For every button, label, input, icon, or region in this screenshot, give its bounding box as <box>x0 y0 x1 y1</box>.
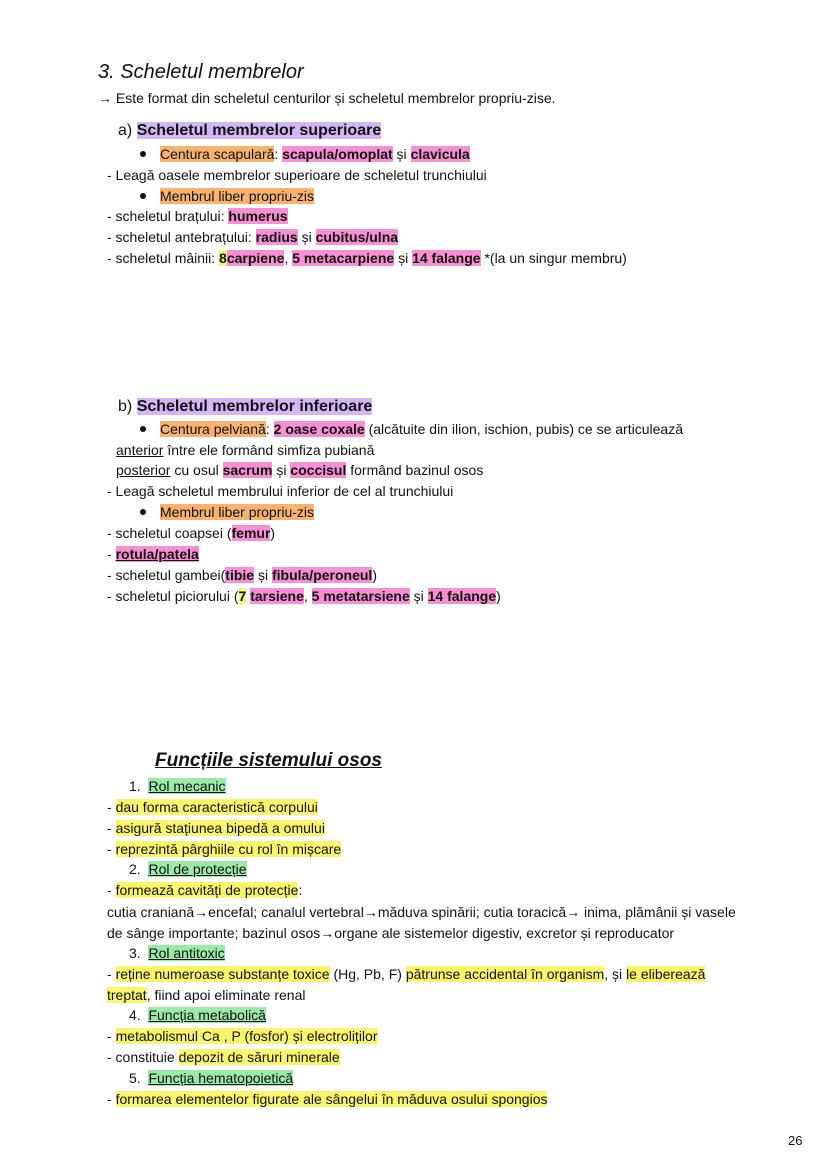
fibula-term: fibula/peroneul <box>271 567 373 583</box>
f2-title: Rol de protecție <box>148 861 247 877</box>
lower-centura-line: Centura pelviană: 2 oase coxale (alcătuite din ilion, ischion, pubis) ce se articulează <box>140 420 683 438</box>
f3-title: Rol antitoxic <box>148 945 225 961</box>
scapula-term: scapula/omoplat <box>282 146 393 162</box>
functions-title: Funcțiile sistemului osos <box>155 750 382 771</box>
falange-upper-term: 14 falange <box>412 250 481 266</box>
cubitus-term: cubitus/ulna <box>315 229 399 245</box>
upper-membrul-line <box>140 187 314 205</box>
count-8: 8 <box>219 250 227 266</box>
lower-anterior-line: anterior între ele formând simfiza pubiană <box>116 442 375 458</box>
page-number: 26 <box>788 1133 803 1148</box>
upper-heading <box>118 121 381 141</box>
posterior-term: posterior <box>116 462 171 478</box>
lower-picior-line: - scheletul piciorului (7 tarsiene, 5 metatarsiene și 14 falange) <box>107 588 501 604</box>
f3-heading: 3. Rol antitoxic <box>129 945 225 961</box>
membrul-liber-upper: Membrul liber propriu-zis <box>160 188 315 204</box>
f1-title: Rol mecanic <box>148 778 226 794</box>
upper-antebrat-line: - scheletul antebrațului: radius și cubitus/ulna <box>107 229 399 245</box>
f1-item: - dau forma caracteristică corpului <box>107 799 318 815</box>
lower-rotula-line: - rotula/patela <box>107 546 199 562</box>
bullet-icon <box>140 509 146 515</box>
tarsiene-term: tarsiene <box>250 588 304 604</box>
count-7: 7 <box>238 588 247 604</box>
f2-line2: de sânge importante; bazinul osos→organe ale sistemelor digestiv, excretor și reproducator <box>107 925 675 941</box>
humerus-term: humerus <box>228 208 288 224</box>
lower-leaga: - Leagă scheletul membrului inferior de cel al trunchiului <box>107 483 454 499</box>
lower-membrul-line <box>140 503 314 521</box>
f4-item: - metabolismul Ca , P (fosfor) și electroliților <box>107 1028 378 1044</box>
upper-leaga: - Leagă oasele membrelor superioare de scheletul trunchiului <box>107 167 487 183</box>
centura-pelviana: Centura pelviană <box>160 421 266 437</box>
lower-title: Scheletul membrelor inferioare <box>136 398 373 415</box>
sacrum-term: sacrum <box>222 462 273 478</box>
upper-prefix: a) <box>118 122 133 139</box>
radius-term: radius <box>255 229 298 245</box>
bullet-icon <box>140 151 146 157</box>
bullet-icon <box>140 426 146 432</box>
f3-item: - reține numeroase substanțe toxice (Hg, Pb, F) pătrunse accidental în organism, și le eliberează <box>107 966 706 982</box>
f3-item-cont: treptat, fiind apoi eliminate renal <box>107 987 306 1003</box>
clavicula-term: clavicula <box>410 146 470 162</box>
single-limb-note: *(la un singur membru) <box>484 250 627 266</box>
lower-coapsa-line: - scheletul coapsei (femur) <box>107 525 276 541</box>
f1-heading: 1. Rol mecanic <box>129 778 226 794</box>
coccisul-term: coccisul <box>290 462 347 478</box>
lower-gamba-line: - scheletul gambei(tibie și fibula/peroneul) <box>107 567 377 583</box>
tibie-term: tibie <box>225 567 255 583</box>
lower-heading <box>118 397 372 417</box>
metacarpiene-term: 5 metacarpiene <box>292 250 395 266</box>
intro-text: → Este format din scheletul centurilor și scheletul membrelor propriu-zise. <box>98 90 556 106</box>
lower-posterior-line: posterior cu osul sacrum și coccisul formând bazinul osos <box>116 462 484 478</box>
bullet-icon <box>140 193 146 199</box>
femur-term: femur <box>231 525 271 541</box>
f4-title: Funcția metabolică <box>148 1007 266 1023</box>
metatarsiene-term: 5 metatarsiene <box>311 588 410 604</box>
f2-heading: 2. Rol de protecție <box>129 861 247 877</box>
upper-title: Scheletul membrelor superioare <box>136 122 382 139</box>
f5-item: - formarea elementelor figurate ale sângelui în măduva osului spongios <box>107 1091 548 1107</box>
carpiene-term: carpiene <box>226 250 285 266</box>
f2-item: - formează cavități de protecție: <box>107 882 303 898</box>
f1-item: - asigură stațiunea bipedă a omului <box>107 820 325 836</box>
membrul-liber-lower: Membrul liber propriu-zis <box>160 504 315 520</box>
f1-item: - reprezintă pârghiile cu rol în mișcare <box>107 841 342 857</box>
f4-item2: - constituie depozit de săruri minerale <box>107 1049 340 1065</box>
f4-heading: 4. Funcția metabolică <box>129 1007 266 1023</box>
anterior-term: anterior <box>116 442 164 458</box>
centura-scapulara: Centura scapulară <box>160 146 275 162</box>
upper-brat-line: - scheletul brațului: humerus <box>107 208 288 224</box>
f5-heading: 5. Funcția hematopoietică <box>129 1070 294 1086</box>
upper-centura-line: Centura scapulară: scapula/omoplat și clavicula <box>140 145 470 163</box>
section-title: 3. Scheletul membrelor <box>98 61 304 83</box>
rotula-term: rotula/patela <box>115 546 199 562</box>
falange-lower-term: 14 falange <box>427 588 497 604</box>
oase-coxale-term: 2 oase coxale <box>273 421 365 437</box>
f2-line1: cutia craniană→encefal; canalul vertebral→măduva spinării; cutia toracică→ inima, plămânii și vasele <box>107 904 736 920</box>
f5-title: Funcția hematopoietică <box>148 1070 294 1086</box>
upper-mana-line: - scheletul mâinii: 8carpiene, 5 metacarpiene și 14 falange *(la un singur membru) <box>107 250 627 266</box>
lower-prefix: b) <box>118 398 133 415</box>
